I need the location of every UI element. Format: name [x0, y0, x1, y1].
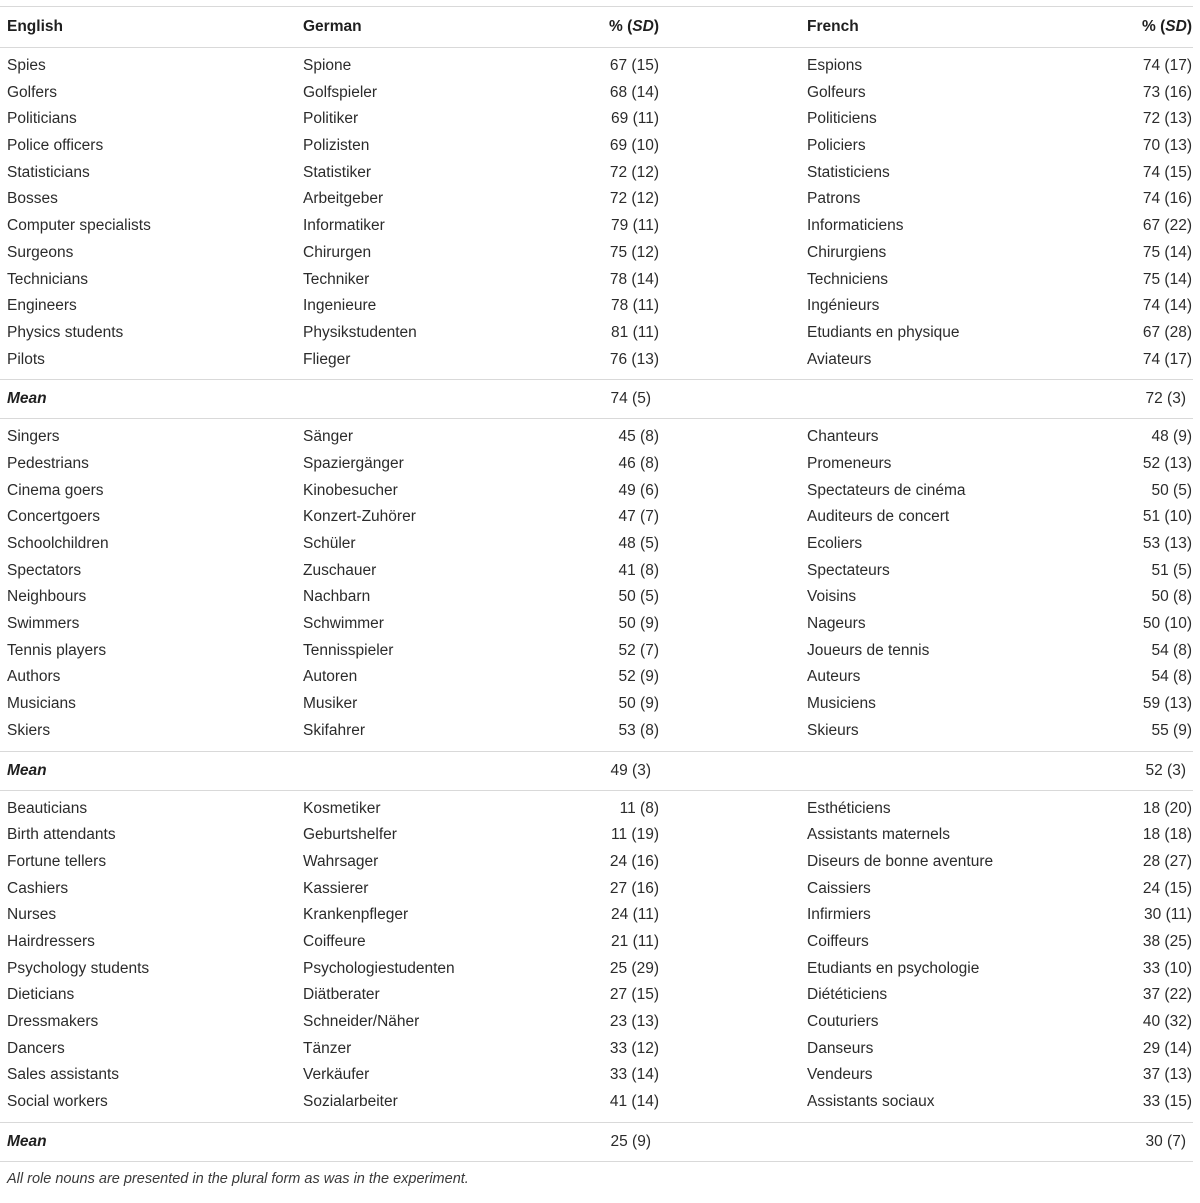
german-noun: Schneider/Näher	[303, 1013, 420, 1030]
english-noun: Tennis players	[7, 641, 107, 659]
french-percent: 29 (14)	[1142, 1039, 1192, 1057]
pct-close: )	[1186, 18, 1192, 35]
mean-german-percent: 49 (3)	[610, 761, 651, 779]
german-noun: Spione	[303, 57, 352, 74]
table-row	[0, 956, 1193, 983]
french-percent: 48 (9)	[1151, 428, 1192, 446]
table-row	[0, 584, 1193, 611]
header-english: English	[7, 18, 63, 35]
german-percent: 69 (10)	[609, 137, 659, 155]
english-noun: Fortune tellers	[7, 852, 107, 870]
german-percent: 78 (11)	[611, 297, 659, 315]
table-row	[0, 691, 1193, 718]
german-percent: 67 (15)	[609, 57, 659, 74]
table-group-2	[0, 419, 1193, 750]
english-noun: Politicians	[7, 110, 77, 128]
french-percent: 67 (28)	[1142, 323, 1192, 341]
table-group-3	[0, 791, 1193, 1122]
french-noun: Caissiers	[807, 879, 871, 897]
table-row	[0, 531, 1193, 558]
french-percent: 33 (10)	[1142, 959, 1192, 977]
english-noun: Psychology students	[7, 959, 150, 977]
german-percent: 68 (14)	[609, 83, 659, 101]
french-percent: 70 (13)	[1142, 137, 1192, 155]
mean-german-percent: 25 (9)	[610, 1132, 651, 1150]
english-noun: Musicians	[7, 695, 76, 713]
english-noun: Computer specialists	[7, 217, 151, 235]
french-noun: Promeneurs	[807, 454, 892, 472]
english-noun: Engineers	[7, 297, 77, 315]
french-noun: Etudiants en psychologie	[807, 959, 980, 977]
german-noun: Geburtshelfer	[303, 826, 397, 844]
french-percent: 75 (14)	[1142, 243, 1192, 261]
english-noun: Authors	[7, 668, 61, 686]
german-percent: 72 (12)	[609, 190, 659, 208]
french-noun: Politiciens	[807, 110, 877, 128]
french-percent: 73 (16)	[1142, 83, 1192, 101]
german-percent: 21 (11)	[611, 932, 659, 950]
french-percent: 33 (15)	[1142, 1093, 1192, 1111]
french-percent: 50 (10)	[1142, 615, 1192, 633]
french-noun: Ecoliers	[807, 535, 863, 552]
header-french: French	[807, 18, 859, 35]
french-noun: Ingénieurs	[807, 297, 880, 315]
english-noun: Birth attendants	[7, 826, 116, 844]
french-percent: 75 (14)	[1142, 270, 1192, 288]
french-noun: Auteurs	[807, 668, 861, 686]
german-percent: 23 (13)	[609, 1013, 659, 1030]
german-noun: Zuschauer	[303, 561, 377, 579]
german-noun: Informatiker	[303, 217, 385, 235]
english-noun: Sales assistants	[7, 1066, 119, 1084]
german-noun: Skifahrer	[303, 721, 366, 739]
french-percent: 37 (13)	[1142, 1066, 1192, 1084]
french-percent: 59 (13)	[1142, 695, 1192, 713]
french-noun: Auditeurs de concert	[807, 508, 950, 526]
english-noun: Cashiers	[7, 879, 69, 897]
table-row	[0, 213, 1193, 240]
mean-german-percent: 74 (5)	[610, 390, 651, 408]
french-percent: 55 (9)	[1151, 721, 1192, 739]
german-noun: Schüler	[303, 535, 356, 552]
german-percent: 78 (14)	[609, 270, 659, 288]
french-noun: Chirurgiens	[807, 243, 887, 261]
german-noun: Nachbarn	[303, 588, 371, 606]
french-noun: Assistants sociaux	[807, 1093, 935, 1111]
french-noun: Assistants maternels	[807, 826, 950, 844]
mean-french-percent: 72 (3)	[1145, 390, 1186, 408]
table-row	[0, 849, 1193, 876]
pct-close: )	[653, 18, 659, 35]
french-percent: 67 (22)	[1142, 217, 1192, 235]
table-row	[0, 424, 1193, 451]
english-noun: Golfers	[7, 83, 57, 101]
table-row	[0, 53, 1193, 80]
mean-french-percent: 30 (7)	[1145, 1132, 1186, 1150]
table-row	[0, 1062, 1193, 1089]
french-noun: Spectateurs	[807, 561, 890, 579]
french-percent: 72 (13)	[1142, 110, 1192, 128]
german-noun: Tennisspieler	[303, 641, 394, 659]
french-percent: 50 (5)	[1151, 481, 1192, 499]
german-percent: 53 (8)	[618, 721, 659, 739]
german-noun: Sozialarbeiter	[303, 1093, 398, 1111]
german-noun: Tänzer	[303, 1039, 352, 1057]
table-row	[0, 1089, 1193, 1116]
pct-open: % (	[609, 18, 633, 35]
table-row	[0, 611, 1193, 638]
french-noun: Diseurs de bonne aventure	[807, 852, 994, 870]
english-noun: Dancers	[7, 1039, 65, 1057]
table-row	[0, 718, 1193, 745]
german-percent: 81 (11)	[611, 323, 659, 341]
german-noun: Flieger	[303, 350, 351, 368]
english-noun: Cinema goers	[7, 481, 104, 499]
french-noun: Couturiers	[807, 1013, 879, 1030]
english-noun: Dieticians	[7, 986, 75, 1004]
french-noun: Aviateurs	[807, 350, 872, 368]
french-noun: Techniciens	[807, 270, 888, 288]
table-row	[0, 558, 1193, 585]
french-percent: 74 (14)	[1142, 297, 1192, 315]
table-row	[0, 929, 1193, 956]
english-noun: Concertgoers	[7, 508, 101, 526]
german-percent: 48 (5)	[618, 535, 659, 552]
french-noun: Policiers	[807, 137, 866, 155]
german-noun: Statistiker	[303, 163, 372, 181]
german-percent: 33 (14)	[609, 1066, 659, 1084]
table-row	[0, 106, 1193, 133]
english-noun: Singers	[7, 428, 60, 446]
sd-label: SD	[1165, 18, 1187, 35]
french-noun: Danseurs	[807, 1039, 874, 1057]
english-noun: Surgeons	[7, 243, 74, 261]
mean-label: Mean	[7, 761, 47, 779]
german-percent: 79 (11)	[611, 217, 659, 235]
german-noun: Krankenpfleger	[303, 906, 409, 924]
french-noun: Spectateurs de cinéma	[807, 481, 966, 499]
french-percent: 18 (18)	[1142, 826, 1192, 844]
mean-label: Mean	[7, 1132, 47, 1150]
table-row	[0, 638, 1193, 665]
english-noun: Nurses	[7, 906, 57, 924]
german-noun: Kassierer	[303, 879, 369, 897]
french-noun: Skieurs	[807, 721, 859, 739]
german-percent: 50 (9)	[618, 695, 659, 713]
french-noun: Etudiants en physique	[807, 323, 960, 341]
table-row	[0, 451, 1193, 478]
french-percent: 74 (17)	[1142, 57, 1192, 74]
table-row	[0, 133, 1193, 160]
french-percent: 50 (8)	[1151, 588, 1192, 606]
german-noun: Techniker	[303, 270, 370, 288]
english-noun: Pedestrians	[7, 454, 89, 472]
french-percent: 30 (11)	[1144, 906, 1192, 924]
table-row	[0, 478, 1193, 505]
german-percent: 52 (9)	[618, 668, 659, 686]
table-row	[0, 160, 1193, 187]
header-german: German	[303, 18, 362, 35]
english-noun: Physics students	[7, 323, 124, 341]
table-row	[0, 822, 1193, 849]
german-percent: 72 (12)	[609, 163, 659, 181]
german-percent: 49 (6)	[618, 481, 659, 499]
german-percent: 50 (5)	[618, 588, 659, 606]
table-row	[0, 186, 1193, 213]
english-noun: Social workers	[7, 1093, 108, 1111]
table-row	[0, 504, 1193, 531]
german-percent: 52 (7)	[618, 641, 659, 659]
french-noun: Espions	[807, 57, 863, 74]
german-percent: 41 (8)	[618, 561, 659, 579]
german-noun: Diätberater	[303, 986, 380, 1004]
english-noun: Schoolchildren	[7, 535, 109, 552]
english-noun: Bosses	[7, 190, 58, 208]
german-percent: 69 (11)	[611, 110, 659, 128]
german-percent: 46 (8)	[618, 454, 659, 472]
mean-row	[0, 1122, 1193, 1162]
table-body	[0, 48, 1193, 1162]
table-row	[0, 876, 1193, 903]
table-footnote: All role nouns are presented in the plural form as was in the experiment.	[7, 1170, 469, 1187]
english-noun: Technicians	[7, 270, 88, 288]
table-row	[0, 240, 1193, 267]
mean-row	[0, 379, 1193, 419]
french-percent: 51 (5)	[1151, 561, 1192, 579]
french-noun: Coiffeurs	[807, 932, 869, 950]
table-row	[0, 1009, 1193, 1036]
mean-french-percent: 52 (3)	[1145, 761, 1186, 779]
french-noun: Voisins	[807, 588, 857, 606]
table-row	[0, 80, 1193, 107]
german-percent: 25 (29)	[609, 959, 659, 977]
pct-open: % (	[1142, 18, 1166, 35]
table-row	[0, 902, 1193, 929]
english-noun: Dressmakers	[7, 1013, 99, 1030]
table-row	[0, 320, 1193, 347]
french-noun: Nageurs	[807, 615, 866, 633]
table-row	[0, 664, 1193, 691]
german-percent: 45 (8)	[618, 428, 659, 446]
german-noun: Chirurgen	[303, 243, 372, 261]
german-percent: 24 (11)	[611, 906, 659, 924]
french-noun: Patrons	[807, 190, 861, 208]
english-noun: Spectators	[7, 561, 82, 579]
english-noun: Neighbours	[7, 588, 87, 606]
table-row	[0, 347, 1193, 374]
english-noun: Police officers	[7, 137, 104, 155]
german-percent: 75 (12)	[609, 243, 659, 261]
table-row	[0, 267, 1193, 294]
table-row	[0, 1036, 1193, 1063]
english-noun: Pilots	[7, 350, 45, 368]
table-group-1	[0, 48, 1193, 379]
french-noun: Golfeurs	[807, 83, 866, 101]
french-percent: 51 (10)	[1142, 508, 1192, 526]
german-percent: 41 (14)	[609, 1093, 659, 1111]
sd-label: SD	[632, 18, 654, 35]
english-noun: Hairdressers	[7, 932, 95, 950]
french-noun: Statisticiens	[807, 163, 890, 181]
german-percent: 27 (16)	[609, 879, 659, 897]
german-noun: Sänger	[303, 428, 353, 446]
german-noun: Konzert-Zuhörer	[303, 508, 416, 526]
french-percent: 74 (16)	[1142, 190, 1192, 208]
table-header	[0, 6, 1193, 48]
table-row	[0, 982, 1193, 1009]
french-percent: 54 (8)	[1151, 668, 1192, 686]
french-noun: Joueurs de tennis	[807, 641, 930, 659]
french-noun: Informaticiens	[807, 217, 904, 235]
french-noun: Chanteurs	[807, 428, 879, 446]
german-noun: Arbeitgeber	[303, 190, 384, 208]
header-percent-french	[1010, 7, 1192, 47]
french-percent: 52 (13)	[1142, 454, 1192, 472]
english-noun: Statisticians	[7, 163, 90, 181]
german-noun: Politiker	[303, 110, 359, 128]
german-noun: Schwimmer	[303, 615, 384, 633]
german-noun: Verkäufer	[303, 1066, 370, 1084]
german-noun: Wahrsager	[303, 852, 379, 870]
german-noun: Autoren	[303, 668, 358, 686]
french-noun: Infirmiers	[807, 906, 871, 924]
french-noun: Musiciens	[807, 695, 876, 713]
english-noun: Swimmers	[7, 615, 80, 633]
german-percent: 27 (15)	[609, 986, 659, 1004]
german-percent: 33 (12)	[609, 1039, 659, 1057]
french-percent: 24 (15)	[1142, 879, 1192, 897]
french-percent: 37 (22)	[1142, 986, 1192, 1004]
english-noun: Beauticians	[7, 799, 88, 817]
french-noun: Esthéticiens	[807, 799, 891, 817]
german-noun: Coiffeure	[303, 932, 366, 950]
french-percent: 74 (17)	[1142, 350, 1192, 368]
german-noun: Kinobesucher	[303, 481, 398, 499]
mean-row	[0, 751, 1193, 791]
english-noun: Spies	[7, 57, 46, 74]
french-percent: 74 (15)	[1142, 163, 1192, 181]
german-percent: 50 (9)	[618, 615, 659, 633]
french-noun: Diététiciens	[807, 986, 888, 1004]
table-row	[0, 293, 1193, 320]
mean-label: Mean	[7, 390, 47, 408]
german-percent: 11 (8)	[619, 799, 659, 817]
table-row	[0, 796, 1193, 823]
german-noun: Musiker	[303, 695, 358, 713]
french-percent: 18 (20)	[1142, 799, 1192, 817]
french-percent: 28 (27)	[1142, 852, 1192, 870]
german-noun: Spaziergänger	[303, 454, 404, 472]
german-percent: 11 (19)	[611, 826, 659, 844]
german-noun: Polizisten	[303, 137, 370, 155]
header-percent-german	[480, 7, 659, 47]
french-percent: 53 (13)	[1142, 535, 1192, 552]
english-noun: Skiers	[7, 721, 51, 739]
french-percent: 40 (32)	[1142, 1013, 1192, 1030]
german-noun: Psychologiestudenten	[303, 959, 455, 977]
german-noun: Ingenieure	[303, 297, 377, 315]
german-noun: Golfspieler	[303, 83, 378, 101]
german-noun: Kosmetiker	[303, 799, 381, 817]
german-noun: Physikstudenten	[303, 323, 417, 341]
german-percent: 76 (13)	[609, 350, 659, 368]
french-percent: 38 (25)	[1142, 932, 1192, 950]
french-noun: Vendeurs	[807, 1066, 873, 1084]
french-percent: 54 (8)	[1151, 641, 1192, 659]
role-noun-table	[0, 6, 1193, 1189]
german-percent: 47 (7)	[618, 508, 659, 526]
german-percent: 24 (16)	[609, 852, 659, 870]
